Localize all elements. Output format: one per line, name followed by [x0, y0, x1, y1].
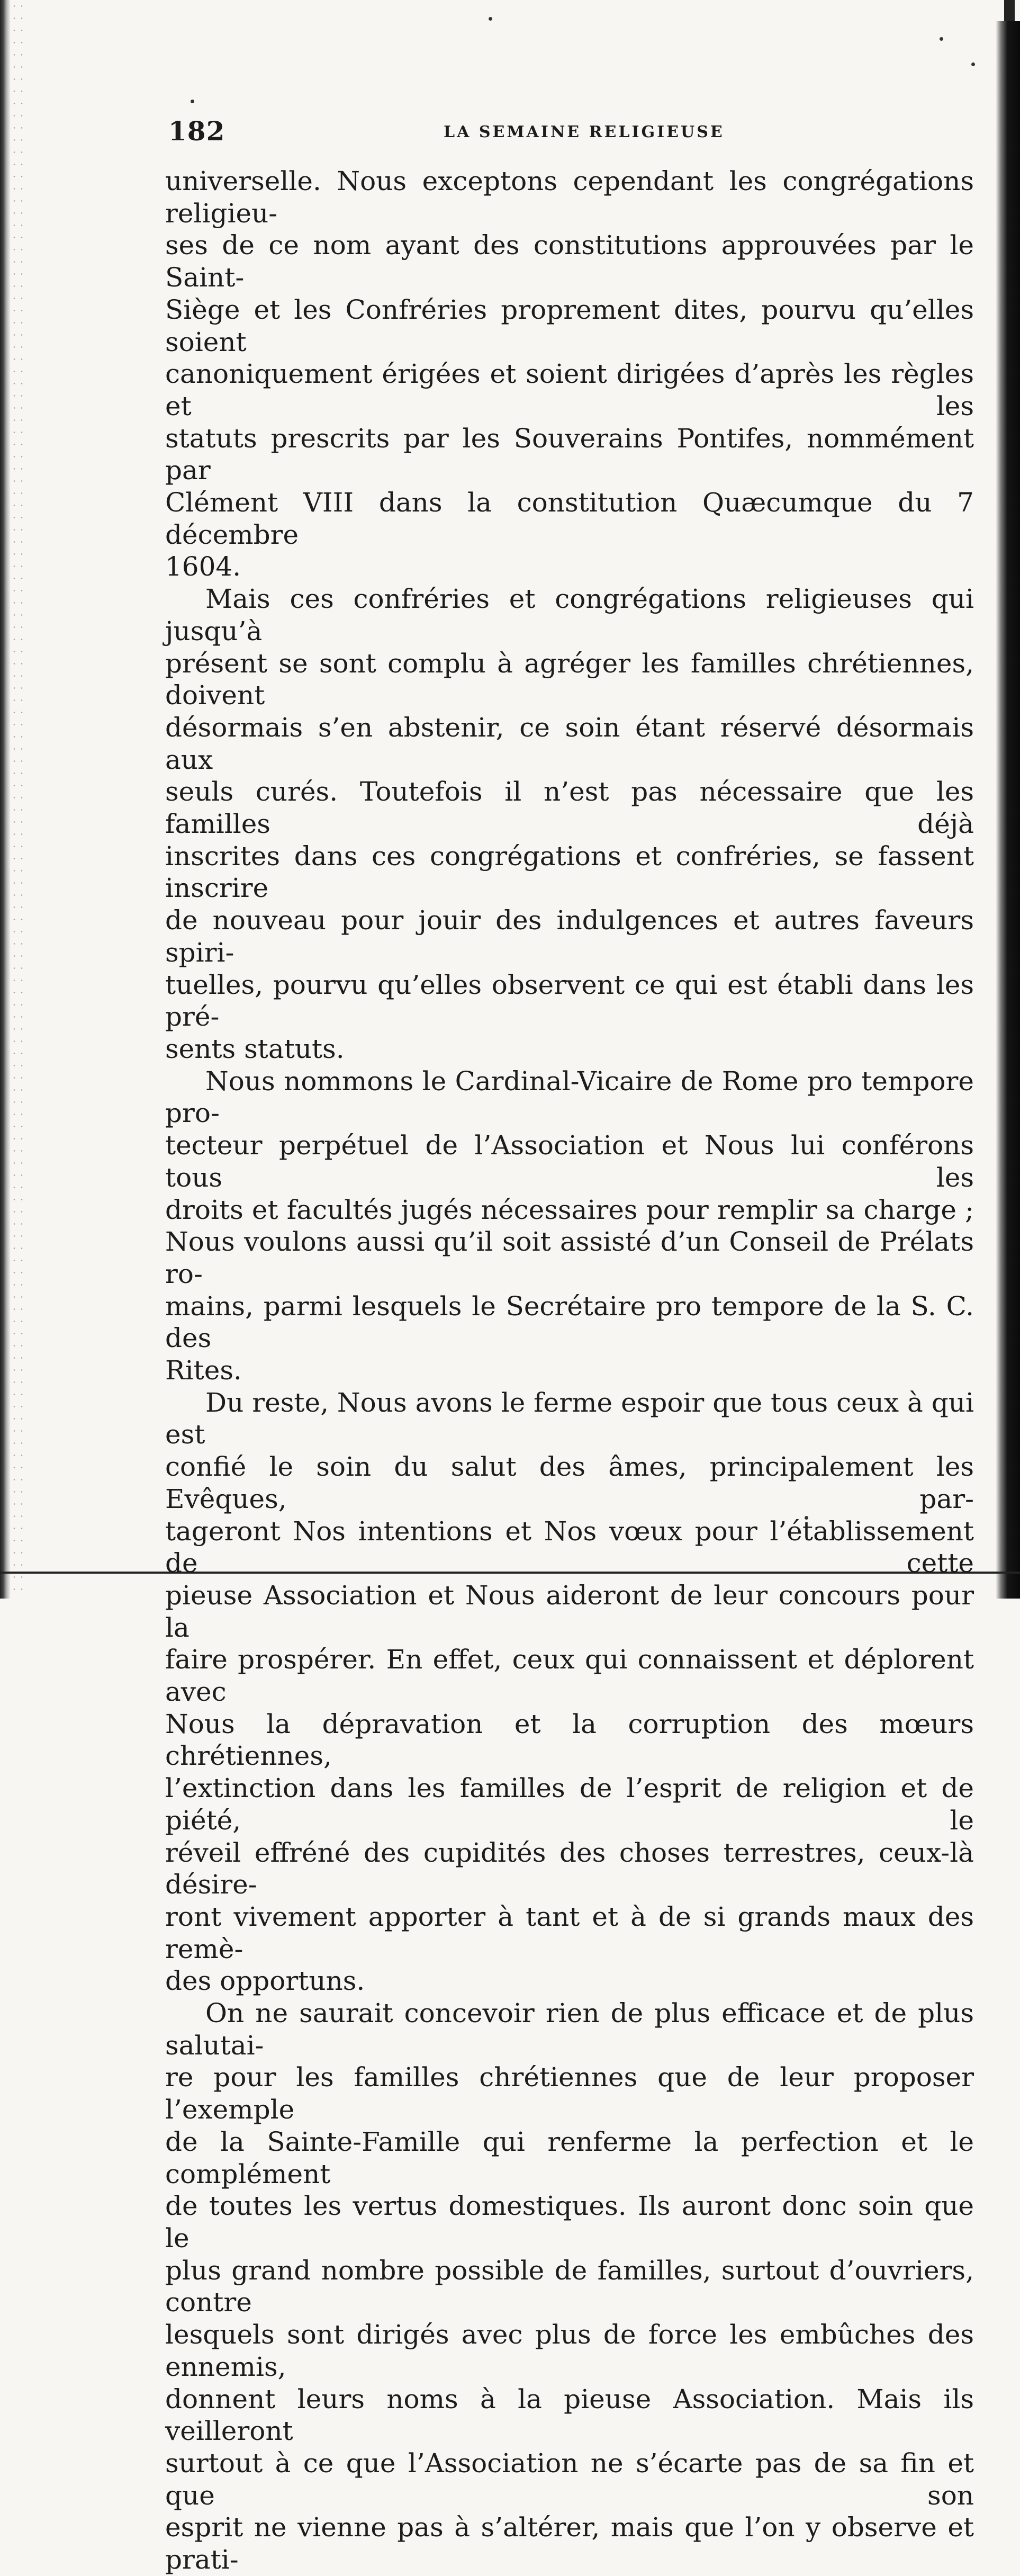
text-line: Du reste, Nous avons le ferme espoir que tous ceux à qui est: [165, 1387, 974, 1450]
text-line: On ne saurait concevoir rien de plus efficace et de plus salutai-: [165, 1998, 974, 2061]
text-line: tageront Nos intentions et Nos vœux pour l’établissement de cette: [165, 1515, 974, 1579]
text-line: ses de ce nom ayant des constitutions approuvées par le Saint-: [165, 230, 974, 293]
page-header: [168, 115, 962, 158]
text-line: Clément VIII dans la constitution Quæcumque du 7 décembre: [165, 487, 974, 550]
paragraph: [165, 1065, 974, 1387]
text-line: désormais s’en abstenir, ce soin étant réservé désormais aux: [165, 712, 974, 775]
text-line: universelle. Nous exceptons cependant les congrégations religieu-: [165, 166, 974, 229]
text-line: de toutes les vertus domestiques. Ils auront donc soin que le: [165, 2191, 974, 2254]
paragraph: [165, 583, 974, 1065]
text-line: de nouveau pour jouir des indulgences et autres faveurs spiri-: [165, 905, 974, 968]
text-line: des opportuns.: [165, 1965, 365, 1997]
paragraph: [165, 1997, 974, 2576]
text-line: Nous voulons aussi qu’il soit assisté d’un Conseil de Prélats ro-: [165, 1226, 974, 1289]
text-line: surtout à ce que l’Association ne s’écarte pas de sa fin et que son: [165, 2447, 974, 2511]
text-line: présent se sont complu à agréger les familles chrétiennes, doivent: [165, 648, 974, 711]
text-line: Nous la dépravation et la corruption des mœurs chrétiennes,: [165, 1708, 974, 1772]
running-title: LA SEMAINE RELIGIEUSE: [444, 123, 725, 141]
text-line: inscrites dans ces congrégations et confréries, se fassent inscrire: [165, 840, 974, 904]
text-line: pieuse Association et Nous aideront de leur concours pour la: [165, 1579, 974, 1643]
text-line: tuelles, pourvu qu’elles observent ce qui est établi dans les pré-: [165, 969, 974, 1033]
body-text: [165, 165, 974, 2576]
page-left-binding-edge: [0, 0, 11, 1599]
text-line: tecteur perpétuel de l’Association et Nous lui conférons tous les: [165, 1130, 974, 1193]
text-line: 1604.: [165, 551, 241, 582]
text-line: plus grand nombre possible de familles, surtout d’ouvriers, contre: [165, 2255, 974, 2318]
paragraph: [165, 1387, 974, 1997]
text-line: faire prospérer. En effet, ceux qui connaissent et déplorent avec: [165, 1644, 974, 1708]
text-line: l’extinction dans les familles de l’esprit de religion et de piété, le: [165, 1773, 974, 1836]
text-line: sents statuts.: [165, 1033, 345, 1064]
text-line: de la Sainte-Famille qui renferme la perfection et le complément: [165, 2126, 974, 2189]
text-line: statuts prescrits par les Souverains Pontifes, nommément par: [165, 423, 974, 486]
text-line: canoniquement érigées et soient dirigées d’après les règles et les: [165, 358, 974, 421]
text-line: réveil effréné des cupidités des choses terrestres, ceux-là désire-: [165, 1837, 974, 1900]
text-line: Mais ces confréries et congrégations religieuses qui jusqu’à: [165, 584, 974, 647]
ink-speck: [489, 17, 492, 21]
text-line: esprit ne vienne pas à s’altérer, mais que l’on y observe et prati-: [165, 2512, 974, 2575]
text-line: mains, parmi lesquels le Secrétaire pro tempore de la S. C. des: [165, 1290, 974, 1354]
text-line: donnent leurs noms à la pieuse Association. Mais ils veilleront: [165, 2383, 974, 2447]
page-number: 182: [168, 115, 225, 147]
text-line: lesquels sont dirigés avec plus de force les embûches des ennemis,: [165, 2319, 974, 2382]
ink-speck: [191, 100, 194, 103]
text-line: confié le soin du salut des âmes, principalement les Evêques, par-: [165, 1451, 974, 1514]
text-line: ront vivement apporter à tant et à de si grands maux des remè-: [165, 1901, 974, 1964]
page-left-speckle: [11, 0, 26, 1599]
text-line: Nous nommons le Cardinal-Vicaire de Rome pro tempore pro-: [165, 1065, 974, 1129]
text-line: droits et facultés jugés nécessaires pour remplir sa charge ;: [165, 1194, 974, 1225]
paragraph: [165, 165, 974, 583]
ink-speck: [940, 37, 943, 41]
text-line: Rites.: [165, 1355, 242, 1386]
page-right-binding-edge: [996, 21, 1020, 1599]
ink-speck: [971, 62, 975, 66]
text-line: seuls curés. Toutefois il n’est pas nécessaire que les familles déjà: [165, 776, 974, 840]
text-line: re pour les familles chrétiennes que de leur proposer l’exemple: [165, 2062, 974, 2125]
text-line: Siège et les Confréries proprement dites, pourvu qu’elles soient: [165, 294, 974, 357]
